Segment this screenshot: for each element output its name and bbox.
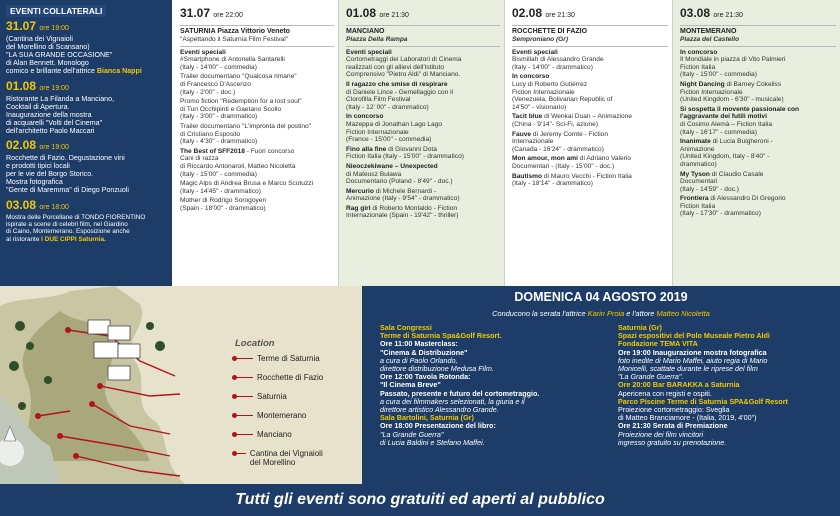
item-title: Mon amour, mon ami — [512, 155, 578, 163]
item-title: The Best of SFF2018 — [180, 147, 245, 155]
subtitle-text: e l'attore — [626, 309, 655, 318]
item-line: Lucy di Roberto Gutiérrez — [512, 80, 588, 88]
schedule-line: Proiezione dei film vincitori — [618, 429, 704, 439]
program-item — [680, 195, 836, 218]
item-line: (Italy - 18'14" - drammatico) — [512, 180, 593, 188]
item-line: di Turi Occhipinti e Gaetano Scollo — [180, 105, 282, 113]
schedule-line: Proiezione cortometraggio: Sveglia — [618, 405, 730, 415]
item-line: di Riccardo Antonaroli, Matteo Nicoletta — [180, 162, 296, 170]
item-line: Animazione — [680, 145, 715, 153]
day-sublocation: Semproniano (Gr) — [512, 36, 569, 43]
program-item — [180, 98, 334, 121]
collateral-event — [6, 199, 167, 244]
schedule-line: Ore 21:30 Serata di Premiazione — [618, 421, 728, 431]
item-title: Inanimate — [680, 138, 711, 146]
item-title: My Tyson — [680, 170, 710, 178]
item-title: Si sospetta il movente passionale con l'aggravante dei futili motivi — [680, 105, 800, 121]
item-line: di Alessandro Di Gregorio — [710, 195, 786, 203]
item-line: Fiction Italia — [680, 63, 716, 71]
sunday-subtitle — [362, 309, 840, 318]
schedule-line: di Lucia Baldini e Stefano Maffei. — [380, 437, 485, 447]
program-item — [180, 123, 334, 146]
item-line: Magic Alps di Andrea Brusa e Marco Scotuzzi — [180, 180, 314, 188]
sunday-left-column — [380, 324, 606, 447]
location-map — [0, 286, 362, 484]
day-time: ore 21:30 — [379, 12, 409, 19]
collateral-line: Ristorante La Filanda a Manciano, — [6, 94, 115, 103]
program-item — [346, 146, 500, 161]
program-item — [680, 81, 836, 104]
schedule-line: Terme di Saturnia Spa&Golf Resort. — [380, 331, 502, 341]
item-line: di Jeremy Comte - Fiction — [532, 130, 609, 138]
sunday-right-column — [618, 324, 834, 447]
collateral-line: dell'architetto Paolo Maccari — [6, 126, 95, 135]
schedule-line: direttore distribuzione Medusa Film. — [380, 364, 494, 374]
schedule-line: Ore 19:00 Inaugurazione mostra fotografica — [618, 347, 767, 357]
program-item — [680, 171, 836, 194]
item-line: Promo fiction "Redemption for a lost soul" — [180, 98, 302, 106]
day-time: ore 22:00 — [213, 12, 243, 19]
item-line: di Cosimo Alemà – Fiction Italia — [680, 120, 772, 128]
legend-label: Manciano — [257, 430, 292, 439]
schedule-line: Monicelli, scattate durante le riprese del film — [618, 364, 758, 374]
item-line: Cani di razza — [180, 155, 219, 163]
program-item — [180, 180, 334, 195]
map-legend — [235, 339, 323, 477]
collateral-line: al ristorante — [6, 235, 40, 243]
program-item — [512, 73, 668, 111]
item-line: Documentario (Poland - 8'49" - doc.) — [346, 178, 453, 186]
day-sublocation: "Aspettando il Saturnia Film Festival" — [180, 36, 289, 43]
day-time: ore 21:30 — [713, 12, 743, 19]
schedule-line: "Il Cinema Breve" — [380, 380, 441, 390]
collateral-line: ispirate a scene di celebri film, nel Giardino — [6, 220, 128, 228]
collateral-line: di acquarelli "Volti del Cinema" — [6, 118, 103, 127]
schedule-line: Apericena con registi e ospiti. — [618, 388, 712, 398]
host-name: Karin Proia — [587, 309, 625, 318]
collateral-time: ore 19:00 — [39, 84, 69, 92]
schedule-line: di Matteo Branciamore - (Italia, 2019, 4'00") — [618, 413, 757, 423]
item-title: In concorso — [346, 113, 384, 121]
item-line: Mazeppa di Jonathan Lago Lago — [346, 120, 443, 128]
item-line: Fiction Italia (Italy - 15'00" - drammatico) — [346, 153, 464, 161]
legend-marker-icon — [235, 453, 246, 454]
program-bottom — [0, 286, 840, 516]
item-line: Il Mondiale in piazza di Vito Palmieri — [680, 56, 786, 64]
collateral-date: 03.08 — [6, 197, 37, 212]
legend-marker-icon — [235, 396, 253, 397]
item-title: In concorso — [512, 73, 550, 81]
item-line: drammatico) — [680, 160, 717, 168]
day-location: MONTEMERANO — [680, 28, 737, 35]
item-title: Rag girl — [346, 204, 371, 212]
footer-banner: Tutti gli eventi sono gratuiti ed aperti al pubblico — [0, 484, 840, 516]
item-line: (Italy - 16'17" - commedia) — [680, 128, 757, 136]
item-title: Frontiera — [680, 195, 709, 203]
day-location: SATURNIA Piazza Vittorio Veneto — [180, 28, 290, 35]
schedule-line: Sala Bartolini, Saturnia (Gr) — [380, 413, 474, 423]
day-location: MANCIANO — [346, 28, 385, 35]
legend-marker-icon — [235, 377, 253, 378]
item-line: di Barney Cokeliss — [726, 80, 782, 88]
item-line: Fiction Internazionale — [346, 128, 409, 136]
program-item — [512, 113, 668, 128]
day-date: 31.07 — [180, 6, 211, 20]
collateral-line: di Alan Bennett. Monologo — [6, 59, 89, 68]
item-line: di Lucia Bulgheroni - — [712, 138, 773, 146]
collateral-highlight: I DUE CIPPI Saturnia. — [41, 235, 106, 243]
item-line: di Claudio Casale — [711, 170, 764, 178]
program-item — [346, 49, 500, 79]
sunday-title: DOMENICA 04 AGOSTO 2019 — [514, 290, 688, 304]
legend-item — [235, 354, 323, 363]
program-item — [680, 106, 836, 136]
schedule-line: Saturnia (Gr) — [618, 323, 662, 332]
schedule-line: a cura di Paolo Orlando, — [380, 355, 458, 365]
schedule-line: Spazi espositivi del Polo Museale Pietro Aldi — [618, 331, 770, 341]
item-title: Bautismo — [512, 172, 543, 180]
item-line: (Italy - 15'00" - commedia) — [680, 71, 757, 79]
column-divider — [672, 0, 673, 286]
legend-marker-icon — [235, 358, 253, 359]
collateral-date: 31.07 — [6, 19, 37, 34]
day-sublocation: Piazza del Castello — [680, 36, 739, 43]
collateral-line: Mostra fotografica — [6, 178, 63, 187]
collateral-event — [6, 139, 167, 194]
item-line: Internazionale — [512, 138, 554, 146]
program-item — [512, 155, 668, 170]
item-line: di Mauro Vecchi - Fiction Italia — [543, 172, 632, 180]
program-item — [346, 163, 500, 186]
collateral-line: Rocchette di Fazio. Degustazione vini — [6, 154, 125, 163]
item-line: di Francesco D'Ascenzo — [180, 80, 251, 88]
item-line: Fiction Internazionale — [680, 88, 743, 96]
collateral-line: comico e brillante dell'attrice — [6, 67, 95, 76]
collateral-event — [6, 80, 167, 135]
collateral-line: Mostra delle Porcellane di TONDO FIORENTINO — [6, 213, 146, 221]
collateral-line: del Morellino di Scansano) — [6, 43, 90, 52]
collateral-line: di Caino, Montemerano. Esposizione anche — [6, 228, 130, 236]
legend-label: Cantina dei Vignaioli del Morellino — [249, 449, 323, 467]
item-line: (Italy - 14'00" - drammatico) — [512, 63, 593, 71]
item-title: Night Dancing — [680, 80, 725, 88]
item-line: Documentari - (Italy - 15'00" - doc.) — [512, 162, 615, 170]
item-line: (Canada - 16'24" - drammatico) — [512, 145, 604, 153]
program-item — [346, 205, 500, 220]
schedule-line: Passato, presente e futuro del cortometraggio. — [380, 388, 540, 398]
program-item — [180, 197, 334, 212]
program-item — [512, 49, 668, 72]
day-column-0108 — [338, 0, 504, 286]
item-line: Comprensivo "Pietro Aldi" di Manciano. — [346, 71, 461, 79]
item-line: (Italy - 14'45" - drammatico) — [180, 187, 261, 195]
item-line: (United Kingdom, Italy - 8'40" - — [680, 153, 770, 161]
collateral-title: EVENTI COLLATERALI — [6, 5, 106, 17]
item-title: Eventi speciali — [346, 48, 392, 56]
collateral-line: Cocktail di Apertura. — [6, 102, 70, 111]
program-item — [346, 113, 500, 143]
legend-marker-icon — [235, 415, 253, 416]
item-line: Clorofilla Film Festival — [346, 96, 411, 104]
day-column-0308 — [672, 0, 840, 286]
column-divider — [504, 0, 505, 286]
item-line: Documentari — [680, 178, 718, 186]
item-line: di Cristiano Esposito — [180, 130, 241, 138]
day-sublocation: Piazza Della Rampa — [346, 36, 408, 43]
item-line: (Italy - 14'59" - doc.) — [680, 185, 739, 193]
schedule-line: direttore artistico Alessandro Grande. — [380, 405, 499, 415]
collateral-event — [6, 20, 167, 75]
collateral-line: "LA SUA GRANDE OCCASIONE" — [6, 51, 113, 60]
program-item — [512, 173, 668, 188]
item-title: Nieoczekiwane – Unexpected — [346, 162, 438, 170]
item-line: Cortometraggi dei Laboratori di Cinema — [346, 56, 462, 64]
sunday-panel — [362, 286, 840, 484]
legend-label: Terme di Saturnia — [257, 354, 320, 363]
item-line: Internazionale (Spain - 19'42" - thriller) — [346, 212, 459, 220]
item-line: (China - 9'14"- Sci-Fi, azione) — [512, 120, 599, 128]
item-line: Fiction Italia — [680, 202, 716, 210]
legend-item — [235, 430, 323, 439]
item-line: Animazione (Italy - 9'54" - drammatico) — [346, 195, 460, 203]
day-time: ore 21:30 — [545, 12, 575, 19]
item-title: Fauve — [512, 130, 532, 138]
legend-item — [235, 449, 323, 467]
day-date: 01.08 — [346, 6, 377, 20]
program-item — [180, 49, 334, 72]
item-line: (Italy - 3'00" - drammatico) — [180, 113, 258, 121]
item-title: Eventi speciali — [512, 48, 558, 56]
collateral-line: "Gente di Maremma" di Diego Ponzuoli — [6, 186, 129, 195]
schedule-line: Ore 12:00 Tavola Rotonda: — [380, 372, 471, 382]
legend-item — [235, 373, 323, 382]
collateral-line: e prodotti tipici locali — [6, 162, 70, 171]
item-line: (Italy - 12' 00" - drammatico) — [346, 103, 429, 111]
item-line: Mother di Rodrigo Sorogoyen — [180, 197, 267, 205]
schedule-line: Fondazione TEMA VITA — [618, 339, 698, 349]
schedule-line: Ore 20:00 Bar BARAKKA a Saturnia — [618, 380, 740, 390]
collateral-time: ore 18:00 — [39, 203, 69, 211]
day-location: ROCCHETTE DI FAZIO — [512, 28, 588, 35]
legend-item — [235, 392, 323, 401]
day-column-0208 — [504, 0, 672, 286]
collateral-date: 01.08 — [6, 78, 37, 93]
item-line: di Wenkai Duan – Animazione — [544, 113, 632, 121]
program-item — [180, 73, 334, 96]
item-title: Tacit blue — [512, 113, 543, 121]
item-line: (Venezuela, Bolivarian Republic of — [512, 96, 613, 104]
day-column-3107 — [172, 0, 338, 286]
item-line: (France - 15'00" - commedia) — [346, 136, 432, 144]
item-line: realizzati con gli allievi dell'Istituto — [346, 63, 445, 71]
legend-label: Rocchette di Fazio — [257, 373, 324, 382]
schedule-line: "La Grande Guerra" — [380, 429, 444, 439]
item-line: 14'50" - visionario) — [512, 103, 567, 111]
item-title: Fino alla fine — [346, 145, 387, 153]
schedule-line: "La Grande Guerra". — [618, 372, 684, 382]
subtitle-text: Conducono la serata l'attrice — [492, 309, 586, 318]
program-item — [680, 138, 836, 168]
item-line: di Daniele Lince - Gemellaggio con il — [346, 88, 454, 96]
item-line: (United Kingdom - 6'30" - musicale) — [680, 96, 784, 104]
program-item — [512, 131, 668, 154]
schedule-line: Ore 11:00 Masterclass: — [380, 339, 458, 349]
collateral-time: ore 19:00 — [39, 144, 69, 152]
schedule-line: ingresso gratuito su prenotazione. — [618, 437, 727, 447]
schedule-line: "Cinema & Distribuzione" — [380, 347, 468, 357]
schedule-line: Sala Congressi — [380, 323, 432, 332]
item-line: di Roberto Montaldo - Fiction — [372, 204, 458, 212]
schedule-line: a cura dei filmmakers selezionati, la giuria e il — [380, 396, 525, 406]
schedule-line: foto inedite di Mario Maffei, aiuto regia di Mario — [618, 355, 768, 365]
legend-label: Montemerano — [257, 411, 307, 420]
collateral-line: (Cantina dei Vignaioli — [6, 35, 73, 44]
column-divider — [338, 0, 339, 286]
legend-marker-icon — [235, 434, 253, 435]
collateral-line: Inaugurazione della mostra — [6, 110, 92, 119]
item-line: Trailer documentario "L'impronta del postino" — [180, 122, 312, 130]
item-line: (Italy - 4'30" - drammatico) — [180, 138, 258, 146]
item-title: Il ragazzo che smise di respirare — [346, 80, 448, 88]
legend-title: Location — [235, 338, 275, 349]
schedule-line: Ore 18:00 Presentazione del libro: — [380, 421, 496, 431]
legend-label: Saturnia — [257, 392, 287, 401]
collateral-events-panel — [0, 0, 172, 286]
item-title: Mercurio — [346, 187, 374, 195]
item-line: (Italy - 2'00" - doc.) — [180, 88, 236, 96]
program-item — [180, 148, 334, 178]
program-item — [680, 49, 836, 79]
item-line: #Smartphone di Antonella Santarelli — [180, 56, 285, 64]
item-line: (Spain - 18'00" - drammatico) — [180, 204, 266, 212]
host-name: Matteo Nicoletta — [656, 309, 710, 318]
item-title: Eventi speciali — [180, 48, 226, 56]
item-line: Trailer documentario "Qualcosa rimane" — [180, 73, 297, 81]
schedule-line: Parco Piscine Terme di Saturnia SPA&Golf Resort — [618, 396, 788, 406]
program-item — [346, 188, 500, 203]
item-line: di Adriano Valerio — [579, 155, 631, 163]
item-line: (Italy - 15'00" - commedia) — [180, 170, 257, 178]
item-line: - Fuori concorso — [246, 147, 295, 155]
item-title: In concorso — [680, 48, 718, 56]
item-line: (Italy - 17'30" - drammatico) — [680, 210, 761, 218]
collateral-time: ore 19:00 — [39, 25, 69, 33]
item-line: Bismillah di Alessandro Grande — [512, 56, 604, 64]
day-date: 03.08 — [680, 6, 711, 20]
collateral-highlight: Bianca Nappi — [96, 67, 142, 76]
collateral-line: per le vie del Borgo Storico. — [6, 170, 94, 179]
item-line: (Italy - 14'00" - commedia) — [180, 63, 257, 71]
legend-item — [235, 411, 323, 420]
item-line: di Michele Bernardi - — [375, 187, 437, 195]
item-line: di Mateusz Bulawa — [346, 170, 402, 178]
item-line: Fiction Internazionale — [512, 88, 575, 96]
day-date: 02.08 — [512, 6, 543, 20]
collateral-date: 02.08 — [6, 138, 37, 153]
program-item — [346, 81, 500, 111]
item-line: di Giovanni Dota — [388, 145, 437, 153]
